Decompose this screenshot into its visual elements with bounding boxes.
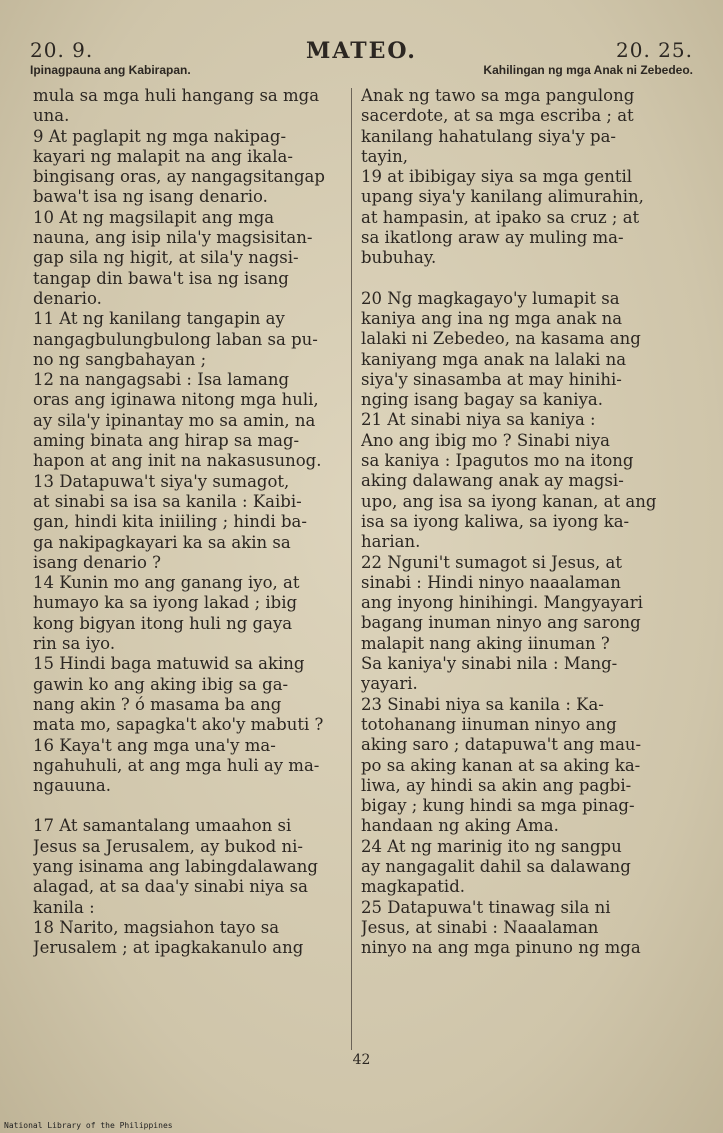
text-line: gawin ko ang aking ibig sa ga-: [33, 674, 289, 694]
text-line: 18 Narito, magsiahon tayo sa: [33, 917, 280, 937]
text-line: mula sa mga huli hangang sa mga: [33, 86, 320, 105]
text-line: bigay ; kung hindi sa mga pinag-: [361, 796, 635, 816]
text-line: 23 Sinabi niya sa kanila : Ka-: [361, 694, 604, 714]
text-line: isang denario ?: [33, 552, 161, 572]
text-line: 17 At samantalang umaahon si: [33, 816, 292, 836]
text-line: una.: [33, 106, 70, 126]
text-line: bawa't isa ng isang denario.: [33, 187, 268, 207]
text-line: Ano ang ibig mo ? Sinabi niya: [361, 430, 611, 450]
text-line: upang siya'y kanilang alimurahin,: [361, 187, 644, 207]
text-line: kanila :: [33, 897, 95, 917]
text-line: 13 Datapuwa't siya'y sumagot,: [33, 471, 290, 491]
header-subtitle-left: Ipinagpauna ang Kabirapan.: [30, 63, 191, 77]
text-line: Jesus, at sinabi : Naaalaman: [361, 917, 599, 937]
text-line: 11 At ng kanilang tangapin ay: [33, 309, 285, 329]
text-line: gan, hindi kita iniiling ; hindi ba-: [33, 512, 307, 532]
text-line: harian.: [361, 532, 421, 552]
text-line: upo, ang isa sa iyong kanan, at ang: [361, 491, 657, 511]
text-line: at hampasin, at ipako sa cruz ; at: [361, 207, 640, 227]
text-line: lalaki ni Zebedeo, na kasama ang: [361, 329, 641, 349]
text-line: aking saro ; datapuwa't ang mau-: [361, 735, 642, 755]
text-line: isa sa iyong kaliwa, sa iyong ka-: [361, 511, 630, 531]
page-number: 42: [352, 1052, 371, 1068]
text-line: kaniyang mga anak na lalaki na: [361, 349, 627, 369]
text-line: humayo ka sa iyong lakad ; ibig: [33, 593, 298, 613]
page-header: [30, 38, 693, 84]
text-line: rin sa iyo.: [33, 634, 116, 654]
text-line: kong bigyan itong huli ng gaya: [33, 613, 293, 633]
text-line: 9 At paglapit ng mga nakipag-: [33, 126, 287, 146]
text-line: ay nangagalit dahil sa dalawang: [361, 856, 631, 876]
text-line: at sinabi sa isa sa kanila : Kaibi-: [33, 491, 302, 511]
text-line: sa kaniya : Ipagutos mo na itong: [361, 451, 634, 471]
text-line: kanilang hahatulang siya'y pa-: [361, 126, 617, 146]
paragraph-gap: [33, 796, 343, 816]
text-line: Sa kaniya'y sinabi nila : Mang-: [361, 654, 618, 674]
text-line: ninyo na ang mga pinuno ng mga: [361, 938, 641, 958]
text-line: bingisang oras, ay nangagsitangap: [33, 167, 325, 187]
text-line: ang inyong hinihingi. Mangyayari: [361, 593, 643, 613]
text-line: sa ikatlong araw ay muling ma-: [361, 228, 624, 248]
left-text-column: [33, 86, 343, 958]
header-book-title: MATEO.: [306, 38, 417, 64]
text-line: sinabi : Hindi ninyo naaalaman: [361, 572, 621, 592]
text-line: Anak ng tawo sa mga pangulong: [361, 86, 635, 105]
text-line: gap sila ng higit, at sila'y nagsi-: [33, 248, 299, 268]
text-line: denario.: [33, 288, 102, 308]
text-line: ga nakipagkayari ka sa akin sa: [33, 532, 291, 552]
text-line: Jerusalem ; at ipagkakanulo ang: [33, 938, 304, 958]
header-chapter-start: 20. 9.: [30, 38, 94, 62]
text-line: Jesus sa Jerusalem, ay bukod ni-: [33, 836, 303, 856]
text-line: sacerdote, at sa mga escriba ; at: [361, 106, 634, 126]
text-line: kayari ng malapit na ang ikala-: [33, 146, 293, 166]
text-line: no ng sangbahayan ;: [33, 349, 207, 369]
text-line: 10 At ng magsilapit ang mga: [33, 207, 275, 227]
text-line: ay sila'y ipinantay mo sa amin, na: [33, 410, 316, 430]
text-line: 25 Datapuwa't tinawag sila ni: [361, 897, 611, 917]
paragraph-gap: [361, 269, 673, 289]
text-line: kaniya ang ina ng mga anak na: [361, 308, 623, 328]
text-line: 22 Nguni't sumagot si Jesus, at: [361, 552, 623, 572]
text-line: mata mo, sapagka't ako'y mabuti ?: [33, 715, 324, 735]
text-line: 21 At sinabi niya sa kaniya :: [361, 410, 596, 430]
library-footer: National Library of the Philippines: [4, 1121, 173, 1130]
text-line: nangagbulungbulong laban sa pu-: [33, 329, 318, 349]
text-line: 20 Ng magkagayo'y lumapit sa: [361, 288, 620, 308]
text-line: tayin,: [361, 146, 408, 166]
text-line: 19 at ibibigay siya sa mga gentil: [361, 167, 633, 187]
right-text-column: [361, 86, 673, 958]
column-divider: [351, 88, 352, 1050]
text-line: yayari.: [361, 674, 418, 694]
text-line: aking dalawang anak ay magsi-: [361, 471, 624, 491]
text-line: bagang inuman ninyo ang sarong: [361, 613, 641, 633]
text-line: nauna, ang isip nila'y magsisitan-: [33, 228, 313, 248]
text-line: nang akin ? ó masama ba ang: [33, 694, 282, 714]
text-line: ngauuna.: [33, 776, 111, 796]
text-line: bubuhay.: [361, 248, 437, 268]
text-line: 14 Kunin mo ang ganang iyo, at: [33, 573, 300, 593]
text-line: hapon at ang init na nakasusunog.: [33, 451, 322, 471]
text-line: po sa aking kanan at sa aking ka-: [361, 755, 641, 775]
header-chapter-end: 20. 25.: [616, 38, 693, 62]
text-line: oras ang iginawa nitong mga huli,: [33, 390, 319, 410]
text-line: aming binata ang hirap sa mag-: [33, 431, 300, 451]
text-line: 16 Kaya't ang mga una'y ma-: [33, 735, 276, 755]
text-line: 12 na nangagsabi : Isa lamang: [33, 370, 290, 390]
text-line: nging isang bagay sa kaniya.: [361, 390, 603, 410]
text-line: tangap din bawa't isa ng isang: [33, 268, 289, 288]
text-line: ngahuhuli, at ang mga huli ay ma-: [33, 755, 320, 775]
text-line: magkapatid.: [361, 877, 465, 897]
text-line: malapit nang aking iinuman ?: [361, 633, 610, 653]
text-line: liwa, ay hindi sa akin ang pagbi-: [361, 775, 632, 795]
text-line: 15 Hindi baga matuwid sa aking: [33, 654, 305, 674]
text-line: yang isinama ang labingdalawang: [33, 856, 318, 876]
text-line: 24 At ng marinig ito ng sangpu: [361, 836, 622, 856]
text-line: siya'y sinasamba at may hinihi-: [361, 369, 622, 389]
text-line: alagad, at sa daa'y sinabi niya sa: [33, 877, 308, 897]
header-subtitle-right: Kahilingan ng mga Anak ni Zebedeo.: [483, 63, 693, 77]
text-line: handaan ng aking Ama.: [361, 816, 559, 836]
text-line: totohanang iinuman ninyo ang: [361, 714, 617, 734]
